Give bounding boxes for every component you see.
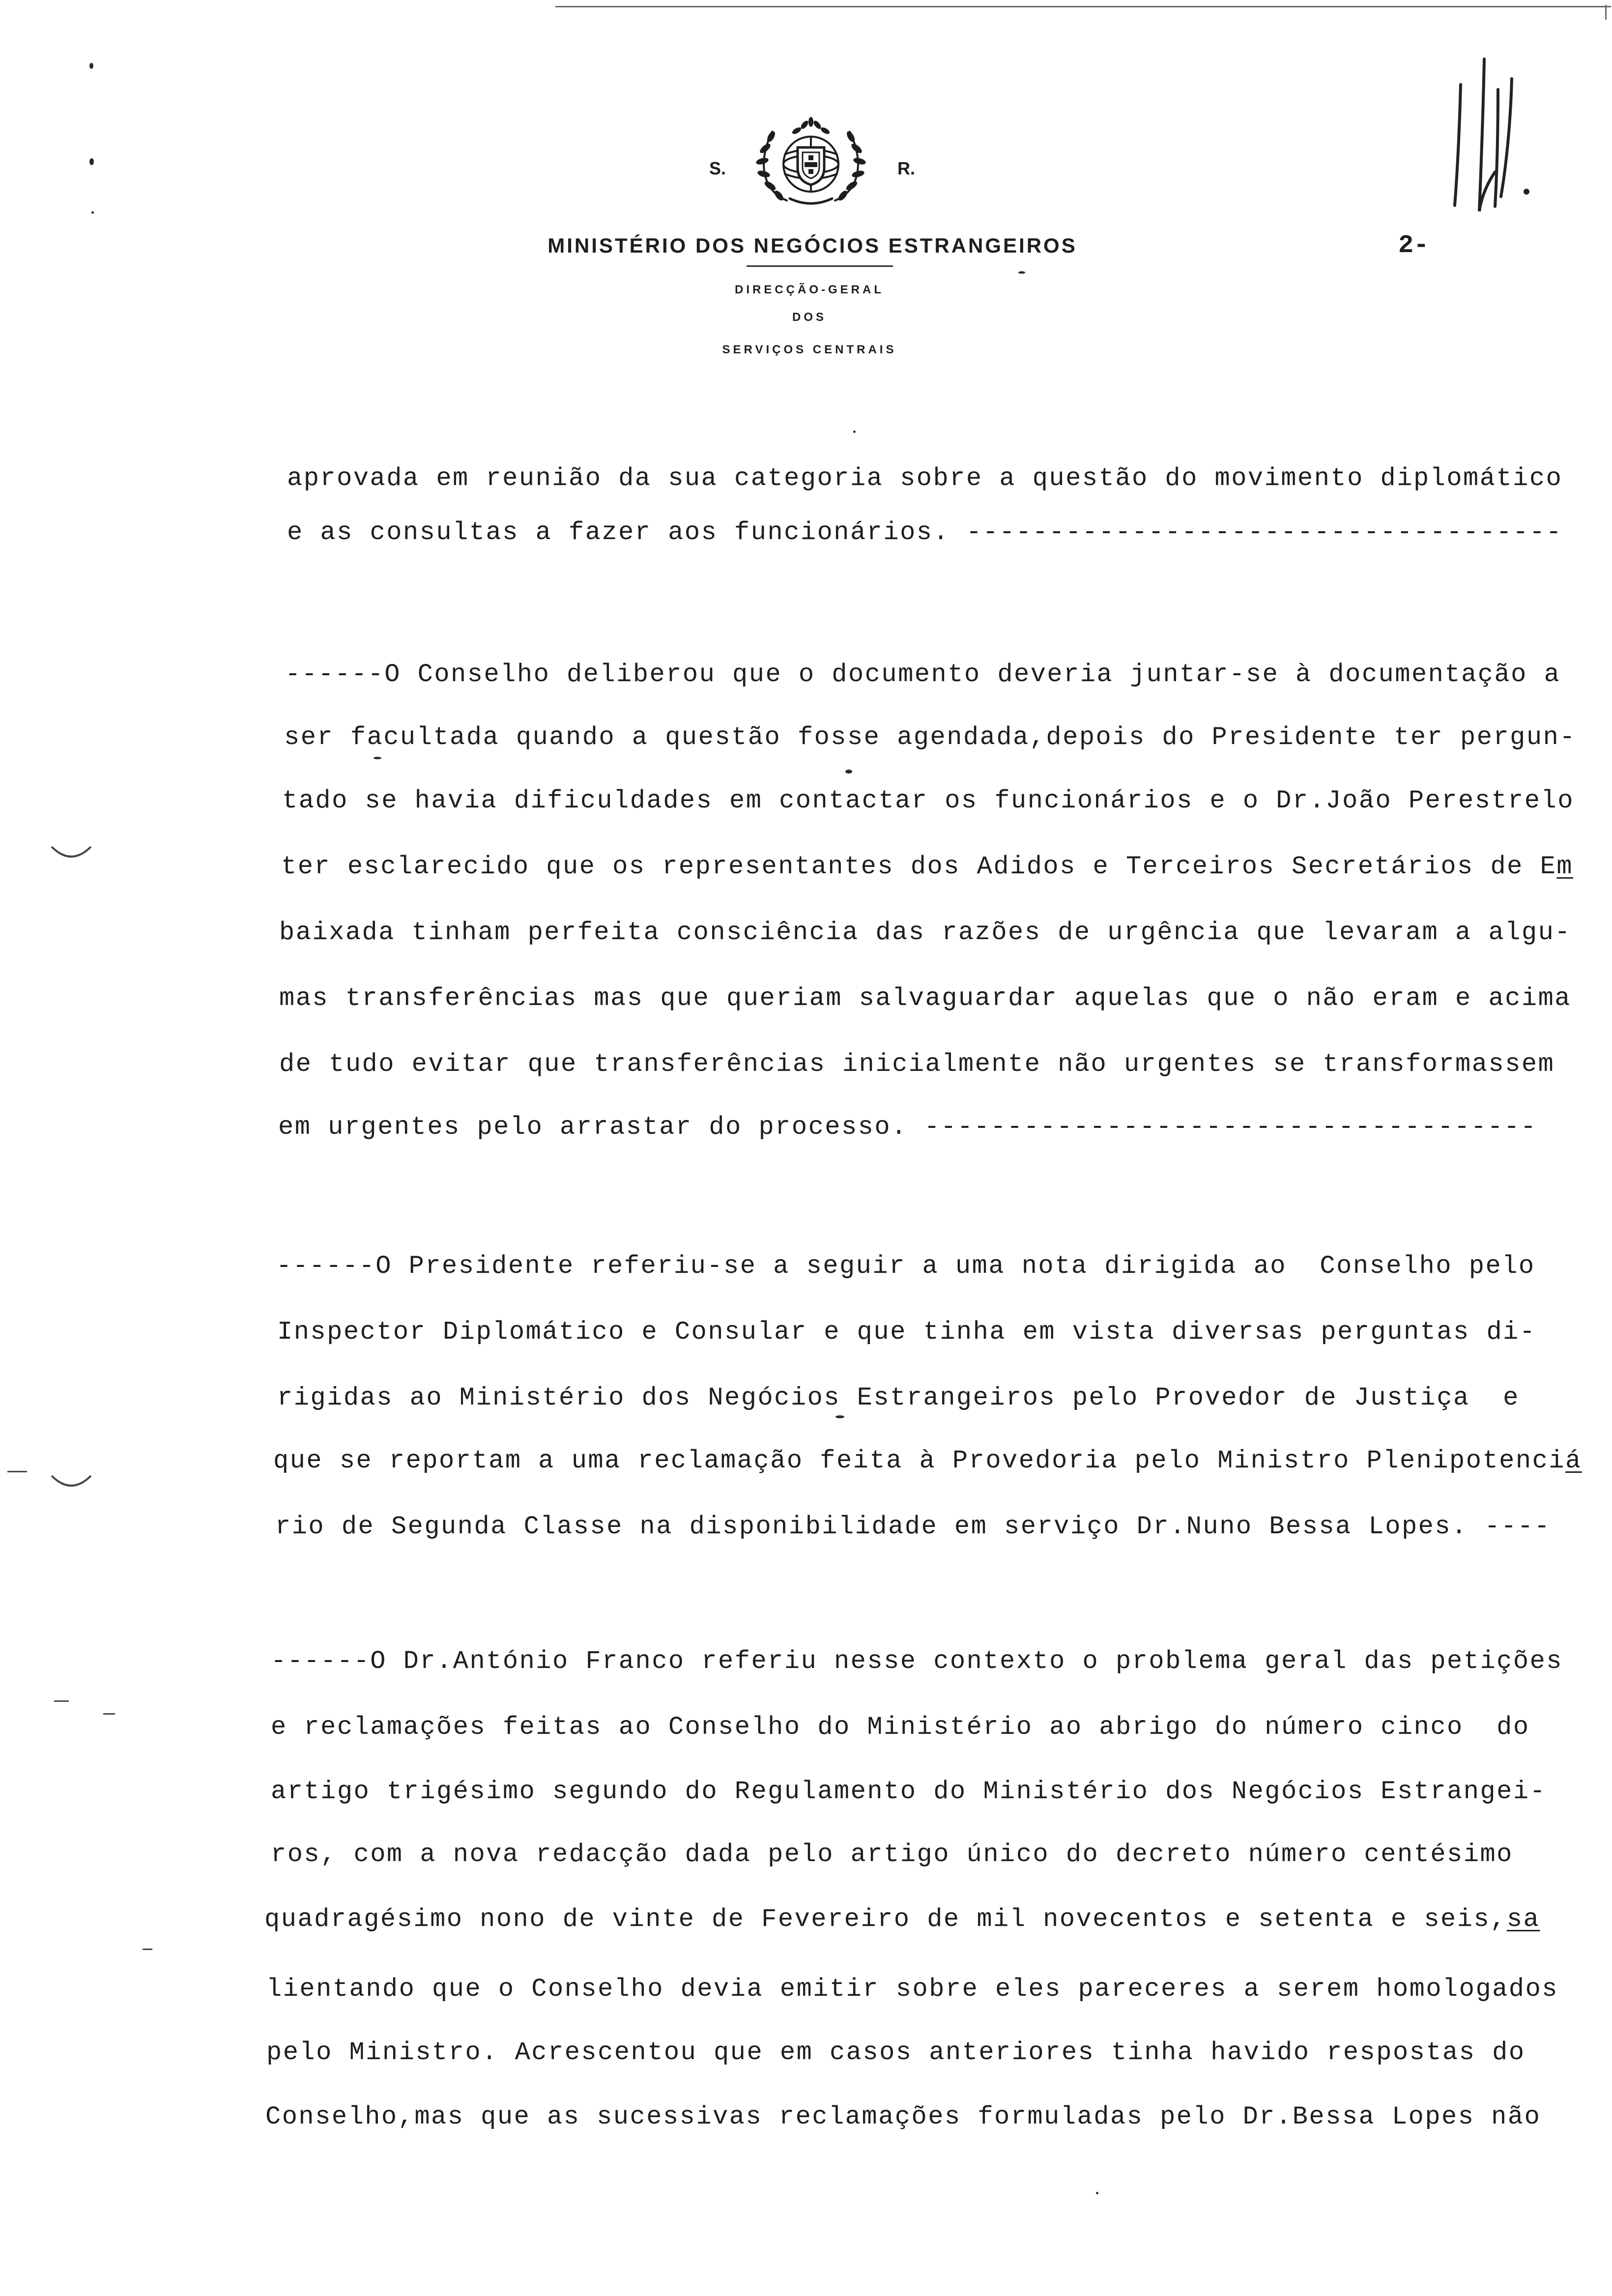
text-line (285, 660, 1560, 689)
letterhead-left-mark: S. (709, 158, 726, 178)
text-line (284, 723, 1576, 752)
handwritten-initials-icon (1440, 49, 1538, 216)
line-text-underlined: sa (1506, 1905, 1540, 1934)
coat-of-arms-icon (747, 117, 875, 208)
line-text: rigidas ao Ministério dos Negócios Estrangeiros pelo Provedor de Justiça e (277, 1383, 1520, 1412)
text-line (287, 518, 1562, 547)
scan-speck (1018, 271, 1025, 274)
ministry-title: MINISTÉRIO DOS NEGÓCIOS ESTRANGEIROS (547, 234, 1077, 257)
scan-speck (1096, 2192, 1098, 2194)
scan-speck (89, 63, 93, 69)
line-text-underlined: m (1556, 852, 1574, 881)
line-text: e as consultas a fazer aos funcionários. ------------------------------------ (287, 518, 1563, 547)
text-line (287, 464, 1562, 493)
line-text: lientando que o Conselho devia emitir sobre eles pareceres a serem homologados (266, 1975, 1558, 2004)
line-text: ter esclarecido que os representantes dos Adidos e Terceiros Secretários de E (281, 852, 1557, 881)
text-line (278, 1113, 1537, 1142)
line-text: ------O Conselho deliberou que o documento deveria juntar-se à documentação a (285, 660, 1561, 689)
text-line (271, 1647, 1563, 1676)
line-text: quadragésimo nono de vinte de Fevereiro de mil novecentos e setenta e seis, (264, 1905, 1507, 1934)
line-text: pelo Ministro. Acrescentou que em casos anteriores tinha havido respostas do (266, 2038, 1526, 2067)
text-line (266, 1975, 1558, 2004)
scan-speck (374, 757, 381, 759)
line-text: rio de Segunda Classe na disponibilidade em serviço Dr.Nuno Bessa Lopes. ---- (275, 1512, 1551, 1541)
department-line-3: SERVIÇOS CENTRAIS (722, 343, 897, 356)
line-text: Conselho,mas que as sucessivas reclamações formuladas pelo Dr.Bessa Lopes não (265, 2102, 1541, 2131)
line-text: Inspector Diplomático e Consular e que tinha em vista diversas perguntas di- (277, 1318, 1536, 1347)
text-line (277, 1318, 1536, 1347)
line-text: artigo trigésimo segundo do Regulamento do Ministério dos Negócios Estrangei- (271, 1777, 1547, 1806)
margin-dash-mark (143, 1949, 152, 1950)
line-text: ------O Presidente referiu-se a seguir a uma nota dirigida ao Conselho pelo (276, 1252, 1535, 1281)
margin-dash-mark (103, 1713, 115, 1715)
text-line (275, 1512, 1551, 1542)
margin-hole-mark (49, 843, 93, 862)
line-text: e reclamações feitas ao Conselho do Ministério ao abrigo do número cinco do (271, 1713, 1530, 1742)
text-line (281, 852, 1573, 882)
scan-speck (835, 1415, 844, 1418)
ministry-underline (747, 265, 893, 267)
margin-dash-mark (7, 1471, 27, 1472)
text-line (282, 786, 1574, 816)
text-line (271, 1713, 1530, 1742)
line-text: ser facultada quando a questão fosse agendada,depois do Presidente ter pergun- (284, 723, 1576, 752)
line-text: de tudo evitar que transferências inicialmente não urgentes se transformassem (279, 1050, 1555, 1079)
text-line (279, 1050, 1554, 1079)
line-text: mas transferências mas que queriam salvaguardar aquelas que o não eram e acima (279, 984, 1571, 1013)
text-line (271, 1840, 1513, 1869)
seal-shield (798, 147, 824, 185)
scan-top-edge (555, 6, 1611, 7)
text-line (277, 1383, 1520, 1413)
text-line (279, 984, 1571, 1013)
scan-edge-tick (1605, 5, 1607, 20)
line-text: ------O Dr.António Franco referiu nesse contexto o problema geral das petições (271, 1647, 1563, 1676)
line-text: em urgentes pelo arrastar do processo. ------------------------------------- (278, 1113, 1537, 1142)
text-line (276, 1252, 1535, 1281)
scan-speck (853, 430, 856, 433)
text-line (264, 1905, 1540, 1934)
scan-speck (89, 158, 94, 165)
department-line-1: DIRECÇÃO-GERAL (735, 283, 884, 296)
text-line (265, 2102, 1541, 2132)
line-text: ros, com a nova redacção dada pelo artigo único do decreto número centésimo (271, 1840, 1513, 1869)
line-text: tado se havia dificuldades em contactar os funcionários e o Dr.João Perestrelo (282, 786, 1574, 815)
line-text: baixada tinham perfeita consciência das razões de urgência que levaram a algu- (279, 918, 1571, 947)
text-line (279, 918, 1571, 947)
text-line (271, 1777, 1546, 1807)
margin-hole-mark (49, 1472, 93, 1492)
line-text: aprovada em reunião da sua categoria sobre a questão do movimento diplomático (287, 464, 1563, 493)
scan-speck (845, 770, 852, 774)
letterhead-right-mark: R. (897, 158, 915, 178)
page-number: 2- (1398, 231, 1429, 260)
text-line (266, 2038, 1526, 2067)
department-line-2: DOS (792, 311, 827, 324)
line-text-underlined: á (1565, 1446, 1582, 1475)
margin-dash-mark (54, 1700, 69, 1702)
scan-speck (91, 211, 94, 214)
text-line (273, 1446, 1582, 1476)
line-text: que se reportam a uma reclamação feita à Provedoria pelo Ministro Plenipotenci (273, 1446, 1565, 1475)
